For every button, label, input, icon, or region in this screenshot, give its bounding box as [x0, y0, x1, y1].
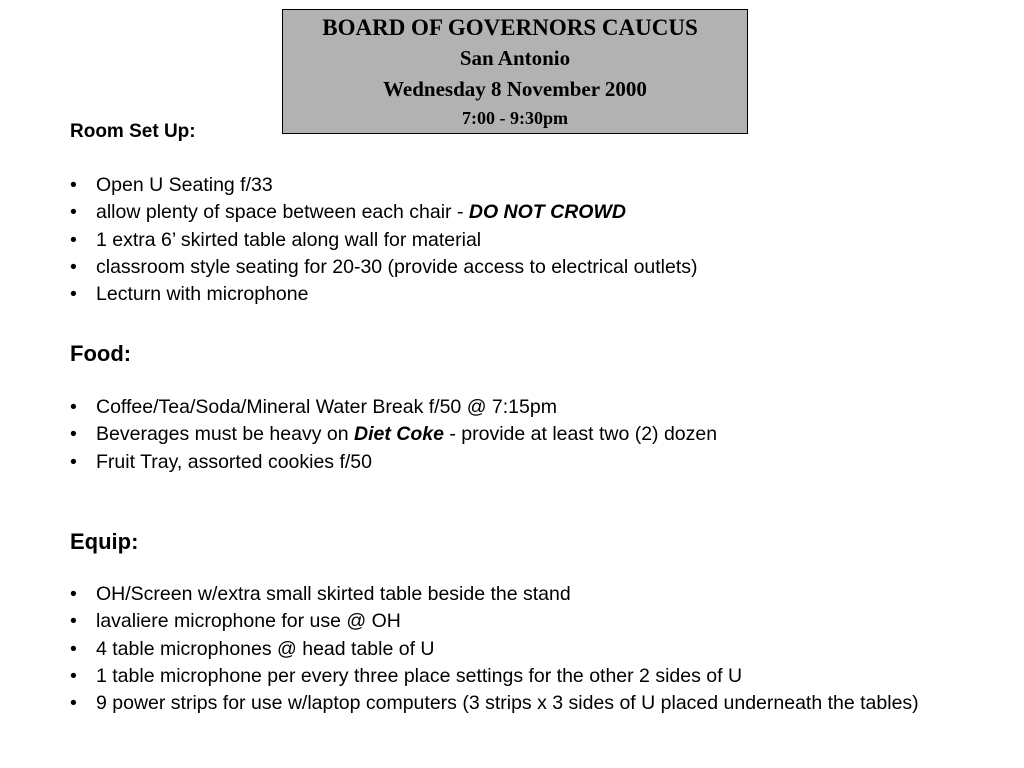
title-box [282, 9, 748, 134]
emphasis-text: DO NOT CROWD [468, 201, 626, 224]
heading-equip: Equip: [70, 529, 139, 554]
list-item: • Lecturn with microphone [70, 281, 1000, 308]
list-item: • Coffee/Tea/Soda/Mineral Water Break f/50 @ 7:15pm [70, 394, 1000, 421]
equip-list [70, 581, 1000, 717]
bullet: • [70, 228, 77, 251]
heading-food: Food: [70, 341, 132, 366]
title-line-time: 7:00 - 9:30pm [462, 108, 568, 128]
bullet: • [70, 423, 77, 446]
bullet: • [70, 664, 77, 687]
list-item: • OH/Screen w/extra small skirted table beside the stand [70, 581, 1000, 608]
list-item: • 4 table microphones @ head table of U [70, 636, 1000, 663]
heading-room-setup: Room Set Up: [70, 121, 196, 142]
bullet: • [70, 637, 77, 660]
bullet: • [70, 283, 77, 306]
emphasis-text: Diet Coke [354, 423, 444, 446]
bullet: • [70, 255, 77, 278]
bullet: • [70, 201, 77, 224]
title-line-city: San Antonio [459, 46, 571, 70]
bullet: • [70, 692, 77, 715]
bullet: • [70, 396, 77, 418]
list-item: • allow plenty of space between each chair - DO NOT CROWD [70, 199, 1000, 226]
list-item: • Beverages must be heavy on Diet Coke - provide at least two (2) dozen [70, 421, 1000, 448]
list-item: • 1 extra 6’ skirted table along wall for material [70, 227, 1000, 254]
bullet: • [70, 583, 77, 605]
list-item: • Open U Seating f/33 [70, 172, 1000, 199]
title-line-date: Wednesday 8 November 2000 [383, 77, 647, 101]
food-list [70, 394, 1000, 476]
list-item: • lavaliere microphone for use @ OH [70, 608, 1000, 635]
list-item: • 9 power strips for use w/laptop computers (3 strips x 3 sides of U placed underneath the tables) [70, 690, 1000, 717]
bullet: • [70, 174, 77, 196]
list-item: • 1 table microphone per every three place settings for the other 2 sides of U [70, 663, 1000, 690]
title-line-caucus: BOARD OF GOVERNORS CAUCUS [322, 15, 698, 40]
room-setup-list [70, 172, 1000, 308]
bullet: • [70, 450, 77, 473]
bullet: • [70, 610, 77, 633]
list-item: • Fruit Tray, assorted cookies f/50 [70, 449, 1000, 476]
list-item: • classroom style seating for 20-30 (provide access to electrical outlets) [70, 254, 1000, 281]
